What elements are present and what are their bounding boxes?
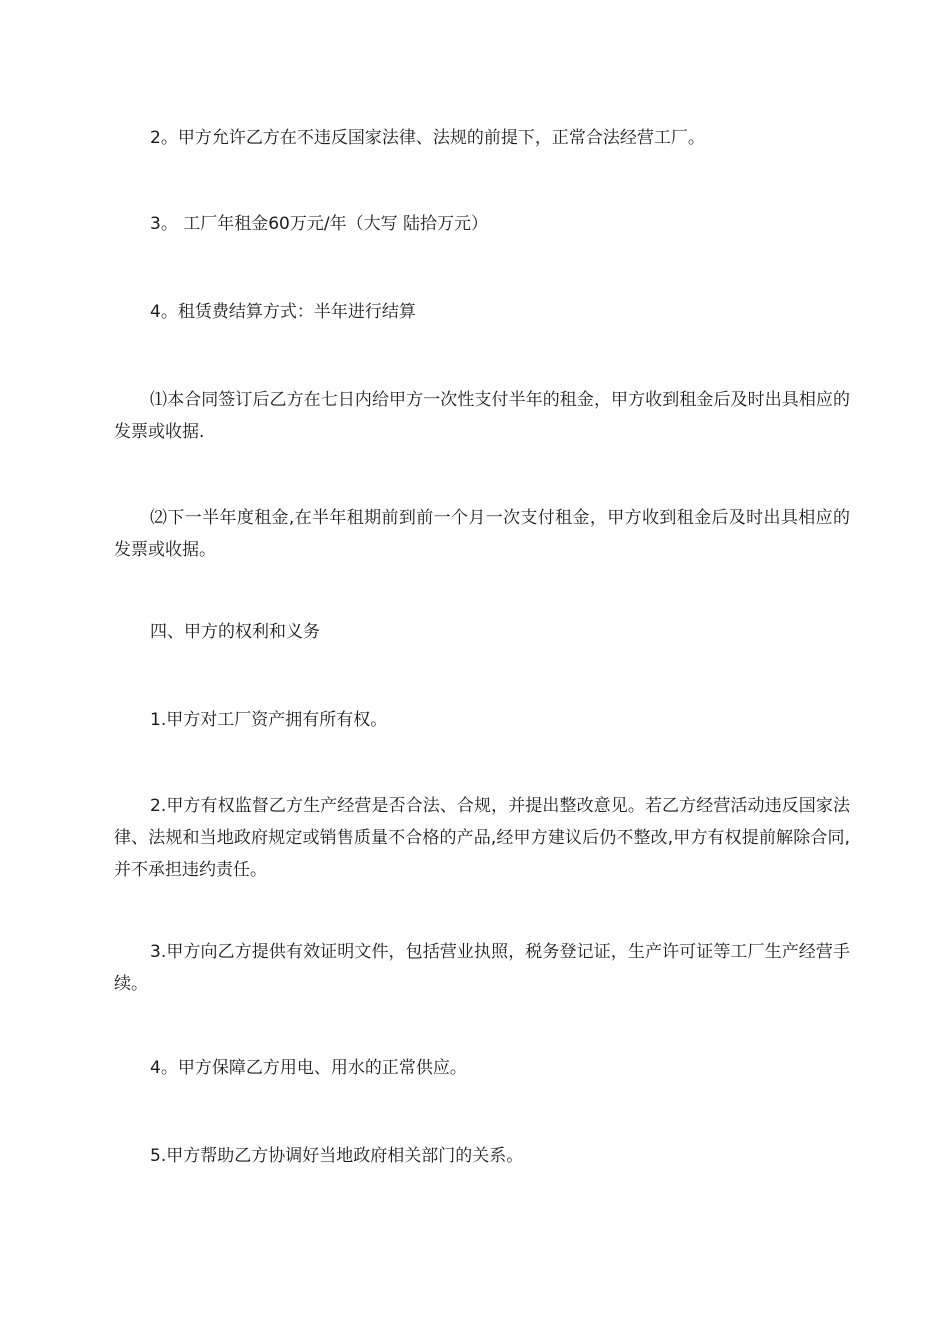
clause-paragraph: ⑵下一半年度租金,在半年租期前到前一个月一次支付租金，甲方收到租金后及时出具相应的发票或收据。 bbox=[114, 508, 850, 560]
clause-paragraph: 3.甲方向乙方提供有效证明文件，包括营业执照，税务登记证，生产许可证等工厂生产经营手续。 bbox=[114, 942, 850, 994]
clause-paragraph: 2。甲方允许乙方在不违反国家法律、法规的前提下，正常合法经营工厂。 bbox=[150, 128, 705, 148]
clause-paragraph: 2.甲方有权监督乙方生产经营是否合法、合规，并提出整改意见。若乙方经营活动违反国家法律、法规和当地政府规定或销售质量不合格的产品,经甲方建议后仍不整改,甲方有权提前解除合同,并不承担违约责任。 bbox=[114, 796, 850, 880]
clause-paragraph: 3。 工厂年租金60万元/年（大写 陆拾万元） bbox=[150, 214, 488, 234]
section-heading: 四、甲方的权利和义务 bbox=[150, 622, 320, 642]
clause-paragraph: ⑴本合同签订后乙方在七日内给甲方一次性支付半年的租金，甲方收到租金后及时出具相应的发票或收据. bbox=[114, 390, 850, 442]
clause-paragraph: 4。租赁费结算方式：半年进行结算 bbox=[150, 302, 416, 322]
clause-paragraph: 1.甲方对工厂资产拥有所有权。 bbox=[150, 710, 388, 730]
clause-paragraph: 5.甲方帮助乙方协调好当地政府相关部门的关系。 bbox=[150, 1146, 524, 1166]
clause-paragraph: 4。甲方保障乙方用电、用水的正常供应。 bbox=[150, 1058, 467, 1078]
